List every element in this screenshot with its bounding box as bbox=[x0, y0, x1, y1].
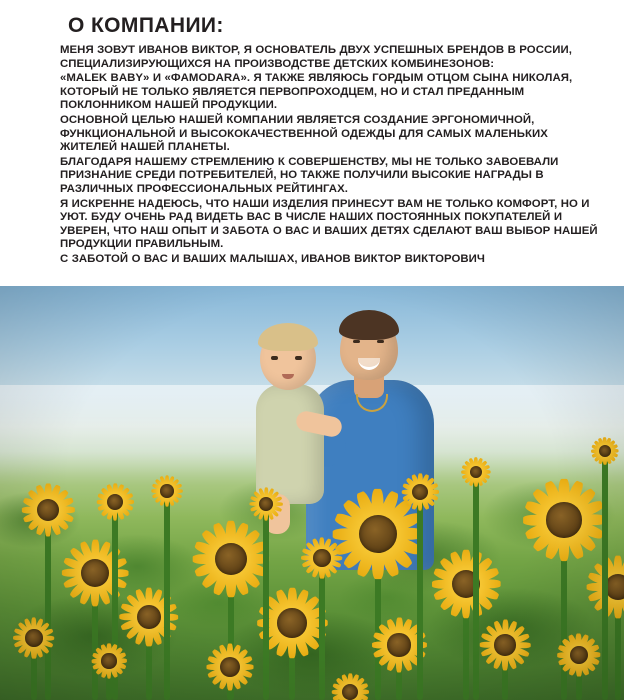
sunflower-center bbox=[107, 494, 123, 510]
child-eye-right bbox=[295, 356, 302, 360]
paragraph: «MALEK BABY» И «ФAMODARA». Я ТАКЖЕ ЯВЛЯЮСЬ ГОРДЫМ ОТЦОМ СЫНА НИКОЛАЯ, КОТОРЫЙ НЕ ТОЛЬКО ЯВЛЯЕТСЯ ПЕРВОПРОХОДЦЕМ, НО И СТАЛ ПРЕДАННЫМ ПОКЛОННИКОМ НАШЕЙ ПРОДУКЦИИ. bbox=[60, 72, 573, 112]
sunflower-center bbox=[160, 484, 174, 498]
sunflower bbox=[590, 436, 620, 466]
sunflower bbox=[430, 548, 502, 620]
sunflower-center bbox=[313, 549, 331, 567]
sunflower-center bbox=[387, 633, 410, 656]
sunflower bbox=[556, 632, 602, 678]
paragraph: Я ИСКРЕННЕ НАДЕЮСЬ, ЧТО НАШИ ИЗДЕЛИЯ ПРИНЕСУТ ВАМ НЕ ТОЛЬКО КОМФОРТ, НО И УЮТ. БУДУ ОЧЕНЬ РАД ВИДЕТЬ ВАС В ЧИСЛЕ НАШИХ ПОСТОЯННЫХ ПОКУПАТЕЛЕЙ И УВЕРЕН, ЧТО НАШ ОПЫТ И ЗАБОТА О ВАС И ВАШИХ ДЕТЯХ СДЕЛАЮТ ВАШ ВЫБОР НАШЕЙ ПРОДУКЦИИ ПРАВИЛЬНЫМ. bbox=[60, 197, 598, 251]
sunflower-center bbox=[277, 608, 307, 638]
sunflower-center bbox=[546, 502, 581, 537]
paragraph: ОСНОВНОЙ ЦЕЛЬЮ НАШЕЙ КОМПАНИИ ЯВЛЯЕТСЯ СОЗДАНИЕ ЭРГОНОМИЧНОЙ, ФУНКЦИОНАЛЬНОЙ И ВЫСОКОКАЧЕСТВЕННОЙ ОДЕЖДЫ ДЛЯ САМЫХ МАЛЕНЬКИХ ЖИТЕЛЕЙ НАШЕЙ ПЛАНЕТЫ. bbox=[60, 113, 548, 154]
sunflower-center bbox=[412, 484, 428, 500]
sunflower-center bbox=[342, 684, 358, 700]
sunflower bbox=[248, 486, 284, 522]
sunflower-stem bbox=[473, 474, 479, 700]
text-block bbox=[0, 0, 624, 268]
sunflower bbox=[520, 476, 608, 564]
sunflower bbox=[300, 536, 344, 580]
sunflower bbox=[90, 642, 128, 680]
sunflower-center bbox=[220, 657, 240, 677]
child-eye-left bbox=[271, 356, 278, 360]
sunflower bbox=[118, 586, 180, 648]
page-title: О КОМПАНИИ: bbox=[68, 14, 224, 37]
sunflower-center bbox=[101, 653, 116, 668]
sunflower-stem bbox=[602, 453, 608, 700]
sunflower bbox=[460, 456, 492, 488]
sunflower-stem bbox=[164, 493, 170, 700]
sunflower bbox=[330, 672, 370, 700]
sunflower bbox=[205, 642, 255, 692]
man-eye-right bbox=[377, 340, 384, 343]
sunflower-center bbox=[599, 445, 611, 457]
sunflower-center bbox=[25, 629, 43, 647]
about-text bbox=[0, 44, 624, 267]
sunflower bbox=[400, 472, 440, 512]
sunflower bbox=[12, 616, 56, 660]
sunflower bbox=[478, 618, 532, 672]
sunflower-center bbox=[81, 559, 109, 587]
sunflower-stem bbox=[263, 506, 269, 700]
paragraph: С ЗАБОТОЙ О ВАС И ВАШИХ МАЛЫШАХ, ИВАНОВ ВИКТОР ВИКТОРОВИЧ bbox=[60, 252, 485, 265]
sunflower bbox=[20, 482, 76, 538]
sunflower-stem bbox=[45, 513, 51, 700]
sunflower bbox=[95, 482, 135, 522]
man-eye-left bbox=[353, 340, 360, 343]
child-hair bbox=[258, 323, 318, 351]
paragraph: МЕНЯ ЗОВУТ ИВАНОВ ВИКТОР, Я ОСНОВАТЕЛЬ ДВУХ УСПЕШНЫХ БРЕНДОВ В РОССИИ, СПЕЦИАЛИЗИРУЮЩИХСЯ НА ПРОИЗВОДСТВЕ ДЕТСКИХ КОМБИНЕЗОНОВ: bbox=[60, 44, 572, 70]
sunflower bbox=[150, 474, 184, 508]
sunflower-stem bbox=[417, 494, 423, 700]
sunflower-stem bbox=[319, 560, 325, 700]
sunflower-center bbox=[494, 634, 516, 656]
sunflower-center bbox=[359, 515, 397, 553]
man-hair bbox=[339, 310, 399, 340]
founder-photo bbox=[0, 286, 624, 700]
paragraph: БЛАГОДАРЯ НАШЕМУ СТРЕМЛЕНИЮ К СОВЕРШЕНСТВУ, МЫ НЕ ТОЛЬКО ЗАВОЕВАЛИ ПРИЗНАНИЕ СРЕДИ ПОТРЕБИТЕЛЕЙ, НО ТАКЖЕ ПОЛУЧИЛИ ВЫСОКИЕ НАГРАДЫ В РАЗЛИЧНЫХ ПРОФЕССИОНАЛЬНЫХ РЕЙТИНГАХ. bbox=[60, 155, 559, 195]
